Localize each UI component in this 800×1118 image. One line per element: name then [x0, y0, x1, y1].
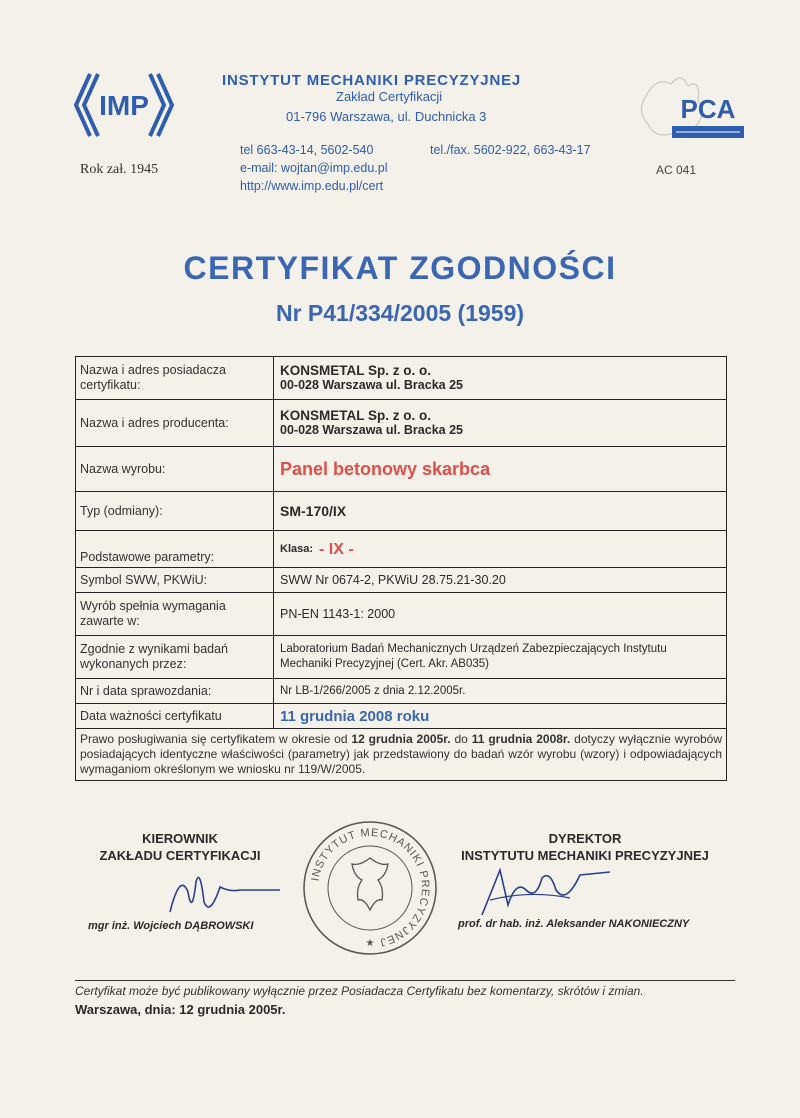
phone: tel 663-43-14, 5602-540 — [240, 143, 374, 157]
class-value: - IX - — [319, 540, 354, 558]
publication-note: Certyfikat może być publikowany wyłącznie przez Posiadacza Certyfikatu bez komentarzy, skrótów i zmian. — [75, 984, 644, 998]
department-name: Zakład Certyfikacji — [336, 89, 443, 104]
founded-year: Rok zał. 1945 — [80, 162, 159, 177]
producer-label: Nazwa i adres producenta: — [76, 400, 274, 446]
row-requirements — [76, 593, 726, 636]
row-symbol — [76, 568, 726, 593]
certificate-number: Nr P41/334/2005 (1959) — [275, 300, 525, 326]
producer-name: KONSMETAL Sp. z o. o. — [280, 408, 431, 423]
row-report — [76, 679, 726, 704]
type-value: SM-170/IX — [280, 502, 347, 519]
type-label: Typ (odmiany): — [76, 492, 274, 530]
validity-value: 11 grudnia 2008 roku — [280, 707, 430, 725]
row-product — [76, 447, 726, 492]
holder-name: KONSMETAL Sp. z o. o. — [280, 363, 431, 378]
tested-by-label: Zgodnie z wynikami badań wykonanych przez: — [76, 636, 274, 678]
institute-address: 01-796 Warszawa, ul. Duchnicka 3 — [286, 109, 487, 124]
certificate-title: CERTYFIKAT ZGODNOŚCI — [183, 250, 617, 286]
symbol-label: Symbol SWW, PKWiU: — [76, 568, 274, 592]
report-label: Nr i data sprawozdania: — [76, 679, 274, 703]
pca-logo — [626, 66, 746, 166]
imp-logo — [72, 70, 176, 140]
certificate-table — [75, 356, 727, 781]
row-holder — [76, 357, 726, 400]
seal-text: INSTYTUT MECHANIKI PRECYZYJNEJ — [309, 826, 432, 949]
left-signature — [160, 862, 290, 922]
accreditation-number: AC 041 — [656, 163, 697, 177]
report-value: Nr LB-1/266/2005 z dnia 2.12.2005r. — [280, 684, 466, 697]
requirements-label: Wyrób spełnia wymagania zawarte w: — [76, 593, 274, 635]
right-signatory-title: DYREKTOR INSTYTUTU MECHANIKI PRECYZYJNEJ — [461, 831, 709, 863]
requirements-value: PN-EN 1143-1: 2000 — [280, 606, 396, 621]
tested-by-value: Laboratorium Badań Mechanicznych Urządzeń Zabezpieczających Instytutu Mechaniki Precyzyjnej (Cert. Akr. AB035) — [280, 643, 667, 670]
imp-logo-text: IMP — [99, 90, 149, 121]
symbol-value: SWW Nr 0674-2, PKWiU 28.75.21-30.20 — [280, 572, 506, 587]
params-label: Podstawowe parametry: — [76, 531, 274, 567]
email: e-mail: wojtan@imp.edu.pl — [240, 161, 388, 175]
issue-date: Warszawa, dnia: 12 grudnia 2005r. — [75, 1002, 286, 1017]
row-tested-by — [76, 636, 726, 679]
left-signatory-title: KIEROWNIK ZAKŁADU CERTYFIKACJI — [99, 831, 261, 863]
product-value: Panel betonowy skarbca — [280, 458, 491, 479]
right-signatory-name: prof. dr hab. inż. Aleksander NAKONIECZNY — [458, 918, 690, 930]
product-label: Nazwa wyrobu: — [76, 447, 274, 491]
tel-fax: tel./fax. 5602-922, 663-43-17 — [430, 143, 591, 157]
note-date-to: 11 grudnia 2008r. — [471, 732, 571, 746]
left-signatory-name: mgr inż. Wojciech DĄBROWSKI — [88, 920, 254, 932]
footer-divider — [75, 980, 735, 981]
usage-note: Prawo posługiwania się certyfikatem w okresie od 12 grudnia 2005r. do 11 grudnia 2008r. dotyczy wyłącznie wyrobów posiadających identyczne właściwości (parametry) jak przedstawiony do badań wzór wyrobu (wzory) i odpowiadających wymaganiom określonym we wniosku nr 119/W/2005. — [80, 732, 723, 776]
holder-label: Nazwa i adres posiadacza certyfikatu: — [76, 357, 274, 399]
row-type — [76, 492, 726, 531]
note-date-from: 12 grudnia 2005r. — [351, 732, 451, 746]
row-validity — [76, 704, 726, 729]
producer-address: 00-028 Warszawa ul. Bracka 25 — [280, 423, 463, 437]
website-link[interactable]: http://www.imp.edu.pl/cert — [240, 179, 384, 193]
pca-logo-text: PCA — [680, 94, 736, 124]
row-producer — [76, 400, 726, 447]
validity-label: Data ważności certyfikatu — [76, 704, 274, 728]
holder-address: 00-028 Warszawa ul. Bracka 25 — [280, 378, 463, 392]
institute-name: INSTYTUT MECHANIKI PRECYZYJNEJ — [222, 72, 522, 89]
svg-text:★: ★ — [365, 938, 375, 949]
class-label: Klasa: — [280, 542, 314, 555]
institute-seal — [300, 818, 440, 958]
row-params — [76, 531, 726, 568]
right-signature — [470, 860, 620, 926]
